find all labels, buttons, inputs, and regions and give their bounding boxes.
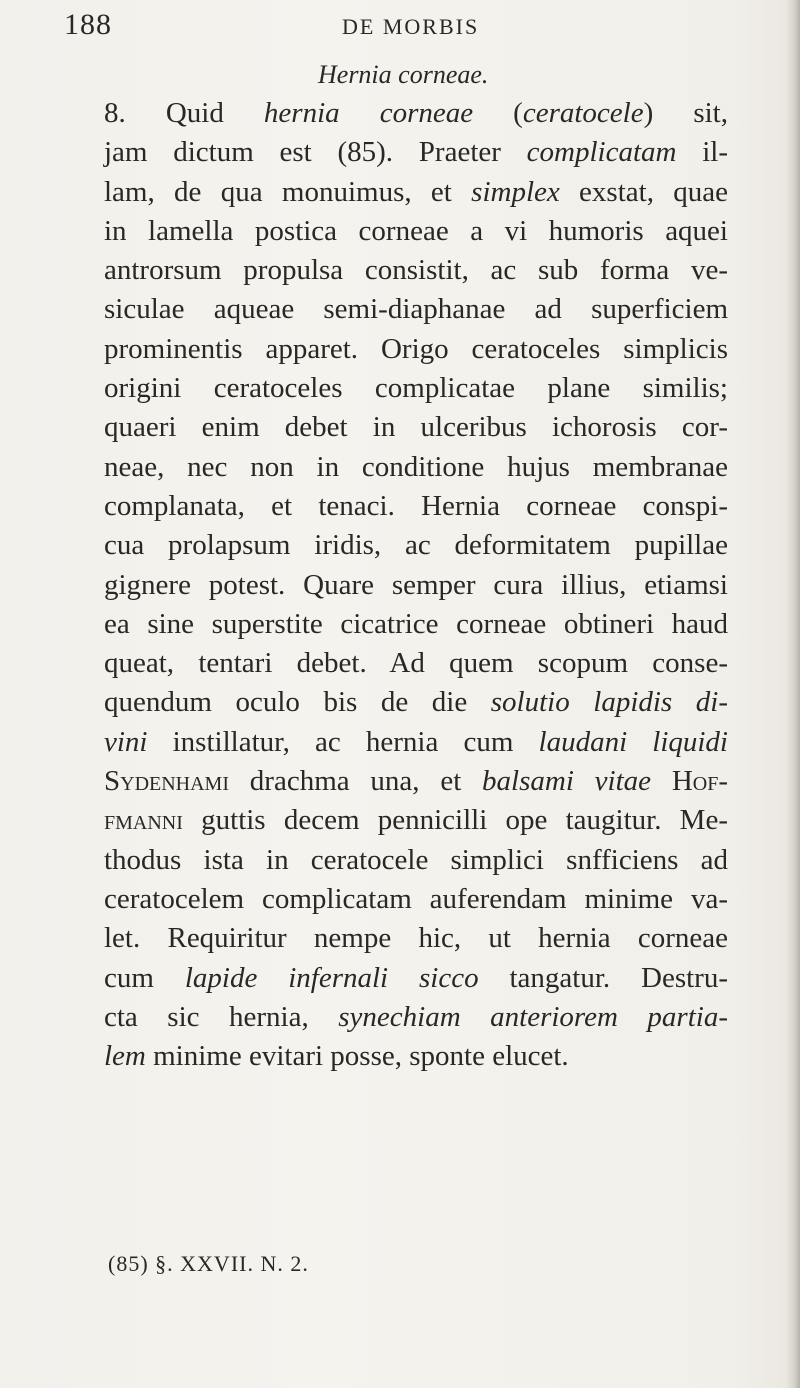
text-segment: prominentis apparet. Origo ceratoceles simplicis (104, 332, 728, 365)
text-line (104, 94, 728, 133)
text-segment: ( (473, 97, 523, 129)
text-segment: quaeri enim debet in ulceribus ichorosis cor- (104, 411, 728, 444)
text-line (104, 880, 728, 919)
text-line (104, 408, 728, 447)
text-segment: siculae aqueae semi-diaphanae ad superficiem (104, 293, 728, 326)
text-line (104, 251, 728, 290)
text-segment: neae, nec non in conditione hujus membranae (104, 450, 728, 483)
page-edge-shadow (786, 0, 800, 1388)
text-line (104, 290, 728, 329)
text-segment: 8. Quid (104, 97, 264, 129)
text-line (104, 526, 728, 565)
text-line (104, 723, 728, 762)
text-line (104, 448, 728, 487)
italic-text: laudani liquidi (538, 725, 728, 758)
text-segment: tangatur. Destru- (478, 961, 728, 994)
text-segment: quendum oculo bis de die (104, 686, 491, 719)
text-line (104, 998, 728, 1037)
text-line (104, 959, 728, 998)
text-segment: antrorsum propulsa consistit, ac sub forma ve- (104, 254, 728, 287)
text-line (104, 762, 728, 801)
section-title: Hernia corneae. (318, 60, 489, 89)
text-segment: cua prolapsum iridis, ac deformitatem pupillae (104, 529, 728, 562)
text-line (104, 212, 728, 251)
text-line (104, 683, 728, 722)
text-segment: origini ceratoceles complicatae plane similis; (104, 372, 728, 405)
text-segment: ceratocelem complicatam auferendam minime va- (104, 882, 728, 915)
italic-text: lapide infernali sicco (184, 961, 479, 994)
italic-text: vini (104, 725, 148, 758)
text-line (104, 133, 728, 172)
text-segment: queat, tentari debet. Ad quem scopum conse- (104, 647, 728, 680)
running-title: DE MORBIS (342, 14, 480, 39)
text-segment: exstat, quae (559, 175, 728, 208)
italic-text: simplex (471, 175, 560, 208)
text-segment: jam dictum est (85). Praeter (104, 136, 527, 169)
body-text (104, 94, 728, 1076)
text-segment: instillatur, ac hernia cum (147, 725, 539, 758)
small-caps-text: Hof- (671, 765, 729, 798)
text-line (104, 487, 728, 526)
text-segment: guttis decem pennicilli ope taugitur. Me- (182, 804, 728, 837)
text-segment: cum (104, 961, 185, 994)
italic-text: complicatam (526, 136, 677, 169)
text-line (104, 841, 728, 880)
italic-text: synechiam anteriorem partia- (338, 1000, 728, 1033)
text-line (104, 369, 728, 408)
text-line (104, 605, 728, 644)
italic-text: ceratocele (522, 97, 644, 129)
text-line (104, 566, 728, 605)
text-segment: complanata, et tenaci. Hernia corneae conspi- (104, 489, 728, 522)
text-segment: cta sic hernia, (104, 1000, 339, 1033)
italic-text: balsami vitae (482, 765, 652, 798)
text-segment: thodus ista in ceratocele simplici snfficiens ad (104, 843, 728, 876)
text-segment: lam, de qua monuimus, et (104, 175, 472, 208)
text-segment: in lamella postica corneae a vi humoris aquei (104, 214, 728, 247)
page-number: 188 (64, 8, 112, 41)
text-segment: drachma una, et (229, 765, 483, 798)
small-caps-text: fmanni (104, 804, 183, 837)
italic-text: lem (104, 1040, 146, 1073)
italic-text: hernia corneae (263, 97, 474, 129)
text-segment: ) sit, (643, 97, 728, 129)
text-segment: let. Requiritur nempe hic, ut hernia corneae (104, 922, 728, 955)
small-caps-text: Sydenhami (104, 765, 230, 798)
text-line (104, 330, 728, 369)
text-segment: il- (676, 136, 728, 169)
text-line (104, 919, 728, 958)
text-segment: gignere potest. Quare semper cura illius, etiamsi (104, 568, 728, 601)
footnote: (85) §. XXVII. N. 2. (108, 1251, 309, 1276)
text-segment (651, 765, 672, 797)
text-segment: ea sine superstite cicatrice corneae obtineri haud (104, 607, 728, 640)
text-line (104, 173, 728, 212)
italic-text: solutio lapidis di- (490, 686, 728, 719)
text-segment: minime evitari posse, sponte elucet. (145, 1040, 569, 1073)
text-line (104, 1037, 728, 1076)
text-line (104, 644, 728, 683)
text-line (104, 801, 728, 840)
running-head (64, 8, 724, 48)
